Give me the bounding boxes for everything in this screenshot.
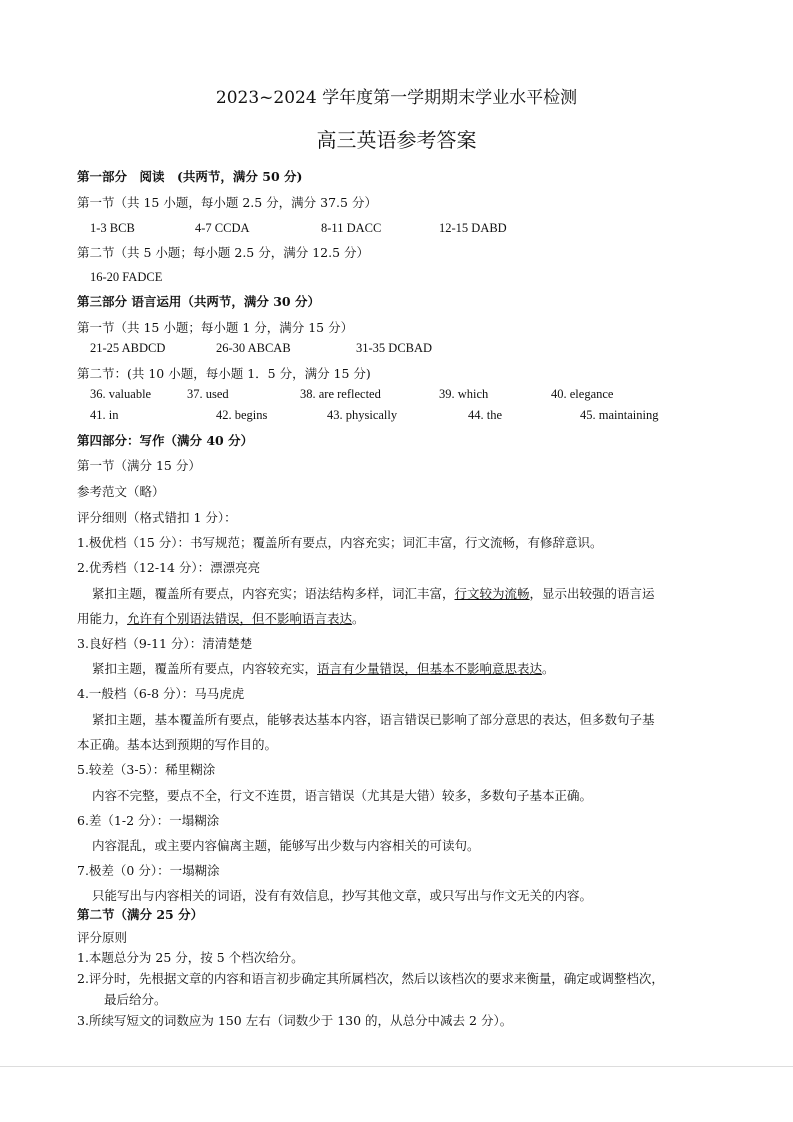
part1-sec2-label: 第二节（共 5 小题；每小题 2.5 分，满分 12.5 分） (77, 245, 370, 260)
grade-3-desc: 紧扣主题，覆盖所有要点，内容较充实，语言有少量错误，但基本不影响意思表达。 (92, 661, 555, 676)
grade-6-title: 6.差（1-2 分）：一塌糊涂 (77, 813, 220, 828)
grade-5-desc: 内容不完整，要点不全，行文不连贯，语言错误（尤其是大错）较多，多数句子基本正确。 (92, 788, 593, 803)
exam-subtitle: 高三英语参考答案 (316, 128, 477, 152)
part4-heading: 第四部分：写作（满分 40 分） (77, 433, 254, 448)
answer-group: 31-35 DCBAD (356, 341, 433, 355)
answer-group: 12-15 DABD (439, 221, 507, 235)
grade-7-title: 7.极差（0 分）：一塌糊涂 (77, 863, 220, 878)
answer-group: 4-7 CCDA (195, 221, 250, 235)
answer-group: 1-3 BCB (90, 221, 135, 235)
grade-4-title: 4.一般档（6-8 分）：马马虎虎 (77, 686, 245, 701)
sample-essay-note: 参考范文（略） (77, 484, 165, 499)
answer-item: 36. valuable (90, 387, 152, 401)
exam-title: 2023~2024 学年度第一学期期末学业水平检测 (215, 88, 578, 108)
part1-heading: 第一部分 阅读 (共两节，满分 50 分) (77, 169, 303, 184)
answer-group: 21-25 ABDCD (90, 341, 166, 355)
answer-item: 44. the (468, 408, 503, 422)
grade-5-title: 5.较差（3-5）：稀里糊涂 (77, 762, 216, 777)
grade-2-desc-line1: 紧扣主题，覆盖所有要点，内容充实；语法结构多样，词汇丰富，行文较为流畅，显示出较强的语言运 (92, 586, 655, 601)
part4-sec2-heading: 第二节（满分 25 分） (77, 907, 204, 922)
answer-item: 41. in (90, 408, 119, 422)
grade-1: 1.极优档（15 分）：书写规范；覆盖所有要点，内容充实；词汇丰富，行文流畅，有修辞意识。 (77, 535, 603, 550)
principle-2-line2: 最后给分。 (104, 992, 167, 1007)
part4-sec1-label: 第一节（满分 15 分） (77, 458, 201, 473)
grade-2-title: 2.优秀档（12-14 分）：漂漂亮亮 (77, 560, 261, 575)
principle-3: 3.所续写短文的词数应为 150 左右（词数少于 130 的，从总分中减去 2 分）。 (77, 1013, 513, 1028)
answer-group: 8-11 DACC (321, 221, 382, 235)
page-divider (0, 1066, 793, 1067)
answer-item: 45. maintaining (580, 408, 659, 422)
part3-heading: 第三部分 语言运用（共两节，满分 30 分） (77, 294, 320, 309)
grade-6-desc: 内容混乱，或主要内容偏离主题，能够写出少数与内容相关的可读句。 (92, 838, 480, 853)
principle-1: 1.本题总分为 25 分，按 5 个档次给分。 (77, 950, 304, 965)
part3-sec2-label: 第二节：(共 10 小题，每小题 1．5 分，满分 15 分) (77, 366, 371, 381)
part3-sec1-label: 第一节（共 15 小题；每小题 1 分，满分 15 分） (77, 320, 354, 335)
answer-item: 40. elegance (551, 387, 614, 401)
grade-4-desc-line1: 紧扣主题，基本覆盖所有要点，能够表达基本内容，语言错误已影响了部分意思的表达，但多数句子基 (92, 712, 655, 727)
answer-item: 39. which (439, 387, 489, 401)
grade-4-desc-line2: 本正确。基本达到预期的写作目的。 (77, 737, 278, 752)
answer-group: 26-30 ABCAB (216, 341, 291, 355)
principle-2-line1: 2.评分时，先根据文章的内容和语言初步确定其所属档次，然后以该档次的要求来衡量，确定或调整档次， (77, 971, 664, 986)
grade-2-desc-line2: 用能力，允许有个别语法错误，但不影响语言表达。 (77, 611, 365, 626)
answer-item: 43. physically (327, 408, 398, 422)
grade-7-desc: 只能写出与内容相关的词语，没有有效信息，抄写其他文章，或只写出与作文无关的内容。 (92, 888, 593, 903)
scoring-principle-label: 评分原则 (77, 930, 128, 945)
answer-item: 42. begins (216, 408, 268, 422)
part1-sec1-label: 第一节（共 15 小题，每小题 2.5 分，满分 37.5 分） (77, 195, 377, 210)
criteria-label: 评分细则（格式错扣 1 分）： (77, 510, 237, 525)
answer-item: 38. are reflected (300, 387, 381, 401)
answer-group: 16-20 FADCE (90, 270, 163, 284)
answer-item: 37. used (187, 387, 229, 401)
grade-3-title: 3.良好档（9-11 分）：清清楚楚 (77, 636, 253, 651)
